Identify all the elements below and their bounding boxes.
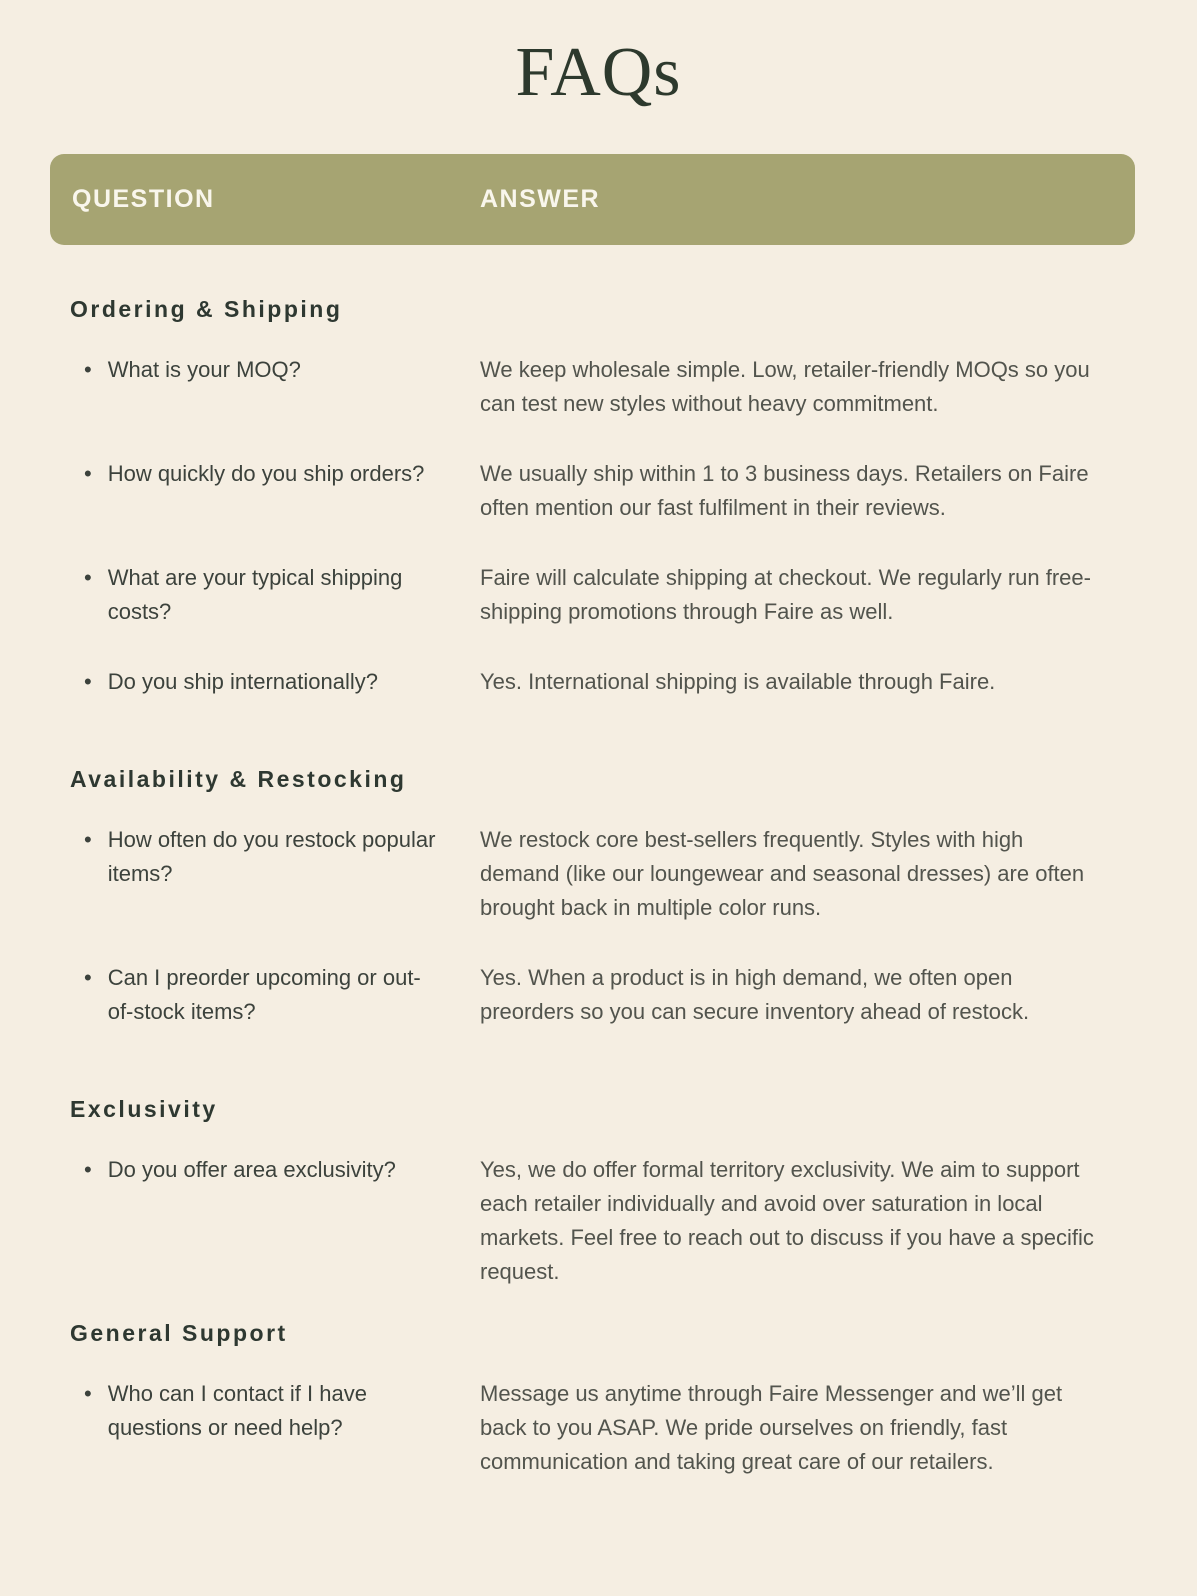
question-text: Who can I contact if I have questions or need help? [107, 1381, 367, 1440]
faq-row [70, 353, 1102, 421]
answer-text: Yes, we do offer formal territory exclusivity. We aim to support each retailer individually and avoid over saturation in local markets. Feel free to reach out to discuss if you have a specific request. [480, 1157, 1094, 1284]
question-text: Do you offer area exclusivity? [107, 1157, 396, 1182]
bullet-icon: • [84, 965, 92, 990]
faq-row [70, 823, 1102, 925]
section-heading: Exclusivity [70, 1096, 218, 1122]
section-ordering-shipping [70, 293, 1102, 699]
faq-page [0, 30, 1197, 1596]
section-exclusivity [70, 1093, 1102, 1289]
faq-row [70, 1153, 1102, 1289]
bullet-icon: • [84, 357, 92, 382]
answer-text: We keep wholesale simple. Low, retailer-friendly MOQs so you can test new styles without heavy commitment. [480, 357, 1090, 416]
faq-row [70, 665, 1102, 699]
bullet-icon: • [84, 461, 92, 486]
question-cell [70, 353, 480, 421]
table-header-bar [50, 154, 1135, 245]
question-text: Do you ship internationally? [107, 669, 378, 694]
bullet-icon: • [84, 669, 92, 694]
faq-row [70, 457, 1102, 525]
section-heading: Ordering & Shipping [70, 296, 343, 322]
question-cell [70, 1377, 480, 1479]
section-heading: Availability & Restocking [70, 766, 407, 792]
question-column-header: QUESTION [72, 185, 215, 213]
question-cell [70, 1153, 480, 1289]
page-title: FAQs [515, 34, 682, 111]
faq-row [70, 1377, 1102, 1479]
section-availability-restocking [70, 763, 1102, 1029]
question-text: How often do you restock popular items? [107, 827, 436, 886]
bullet-icon: • [84, 565, 92, 590]
faq-row [70, 961, 1102, 1029]
answer-text: We usually ship within 1 to 3 business days. Retailers on Faire often mention our fast fulfilment in their reviews. [480, 461, 1089, 520]
answer-text: We restock core best-sellers frequently. Styles with high demand (like our loungewear and seasonal dresses) are often brought back in multiple color runs. [480, 827, 1085, 920]
answer-text: Faire will calculate shipping at checkout. We regularly run free-shipping promotions through Faire as well. [480, 565, 1091, 624]
question-text: What are your typical shipping costs? [107, 565, 403, 624]
faq-content [0, 293, 1197, 1479]
bullet-icon: • [84, 1157, 92, 1182]
section-general-support [70, 1317, 1102, 1479]
faq-row [70, 561, 1102, 629]
answer-text: Yes. International shipping is available through Faire. [480, 669, 996, 694]
question-cell [70, 457, 480, 525]
question-cell [70, 665, 480, 699]
question-text: Can I preorder upcoming or out-of-stock items? [107, 965, 421, 1024]
bullet-icon: • [84, 827, 92, 852]
question-text: What is your MOQ? [107, 357, 301, 382]
question-cell [70, 823, 480, 925]
answer-column-header: ANSWER [480, 185, 601, 213]
question-cell [70, 961, 480, 1029]
answer-text: Yes. When a product is in high demand, we often open preorders so you can secure inventory ahead of restock. [480, 965, 1030, 1024]
section-heading: General Support [70, 1320, 288, 1346]
bullet-icon: • [84, 1381, 92, 1406]
question-cell [70, 561, 480, 629]
question-text: How quickly do you ship orders? [107, 461, 425, 486]
answer-text: Message us anytime through Faire Messenger and we’ll get back to you ASAP. We pride ourselves on friendly, fast communication and taking great care of our retailers. [480, 1381, 1063, 1474]
